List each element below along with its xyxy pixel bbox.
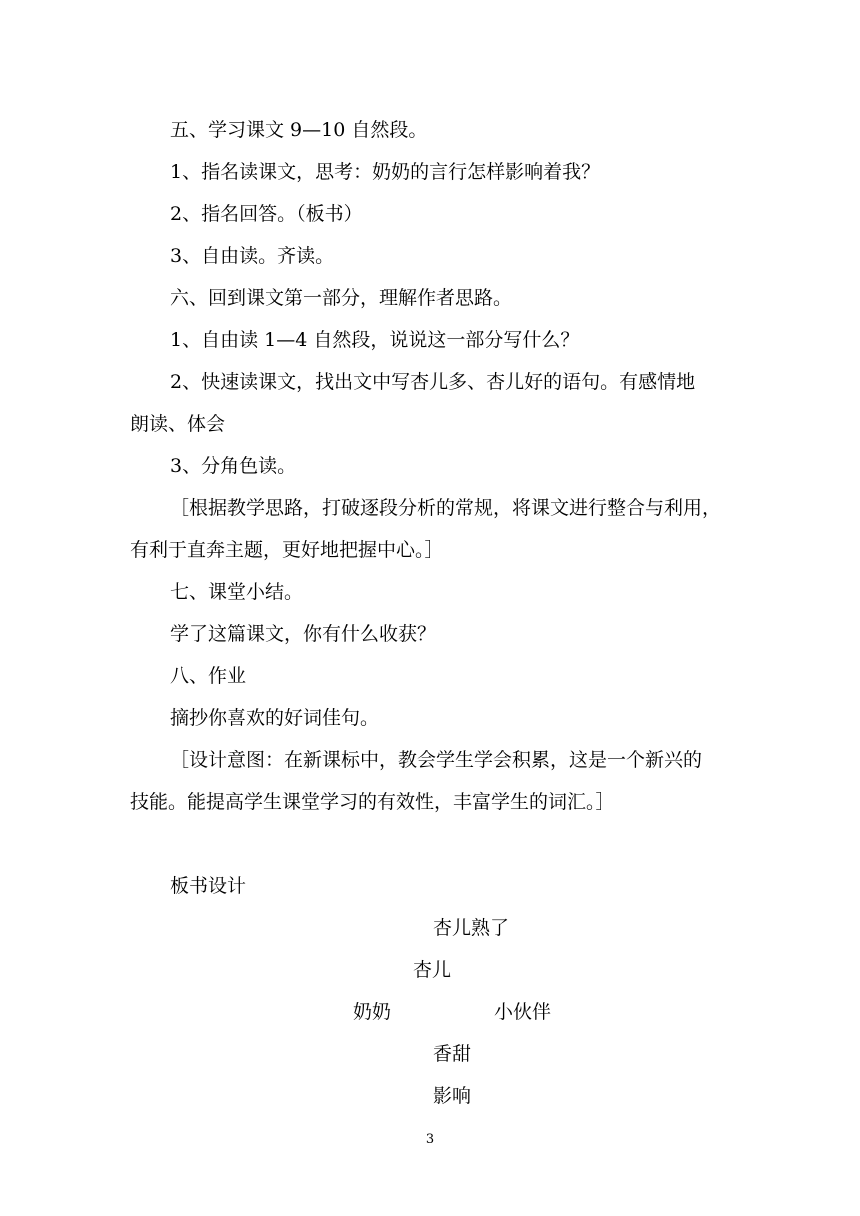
step-five-2: 2、指名回答。（板书） [170, 203, 363, 225]
section-eight-heading: 八、作业 [170, 665, 247, 687]
design-note-1-line1: ［根据教学思路，打破逐段分析的常规，将课文进行整合与利用， [170, 497, 722, 519]
homework-text: 摘抄你喜欢的好词佳句。 [170, 707, 380, 729]
step-six-2-line1: 2、快速读课文，找出文中写杏儿多、杏儿好的语句。有感情地 [170, 371, 696, 393]
blackboard-title: 杏儿熟了 [433, 917, 510, 939]
step-five-3: 3、自由读。齐读。 [170, 245, 335, 267]
section-seven-heading: 七、课堂小结。 [170, 581, 304, 603]
step-five-1: 1、指名读课文，思考：奶奶的言行怎样影响着我？ [170, 161, 601, 183]
step-six-3: 3、分角色读。 [170, 455, 297, 477]
blackboard-word-1: 香甜 [433, 1043, 472, 1065]
section-five-heading: 五、学习课文 9—10 自然段。 [170, 119, 428, 141]
blackboard-word-2: 影响 [433, 1085, 472, 1107]
blackboard-right: 小伙伴 [494, 1001, 552, 1023]
blackboard-left: 奶奶 [353, 1001, 392, 1023]
blackboard-heading: 板书设计 [170, 875, 247, 897]
blackboard-center: 杏儿 [413, 959, 452, 981]
summary-question: 学了这篇课文，你有什么收获？ [170, 623, 437, 645]
design-note-1-line2: 有利于直奔主题，更好地把握中心。］ [130, 539, 444, 561]
section-six-heading: 六、回到课文第一部分，理解作者思路。 [170, 287, 513, 309]
step-six-1: 1、自由读 1—4 自然段，说说这一部分写什么？ [170, 329, 580, 351]
page-number: 3 [425, 1132, 435, 1147]
design-note-2-line2: 技能。能提高学生课堂学习的有效性，丰富学生的词汇。］ [130, 791, 615, 813]
step-six-2-line2: 朗读、体会 [130, 413, 226, 435]
design-note-2-line1: ［设计意图：在新课标中，教会学生学会积累，这是一个新兴的 [170, 749, 703, 771]
